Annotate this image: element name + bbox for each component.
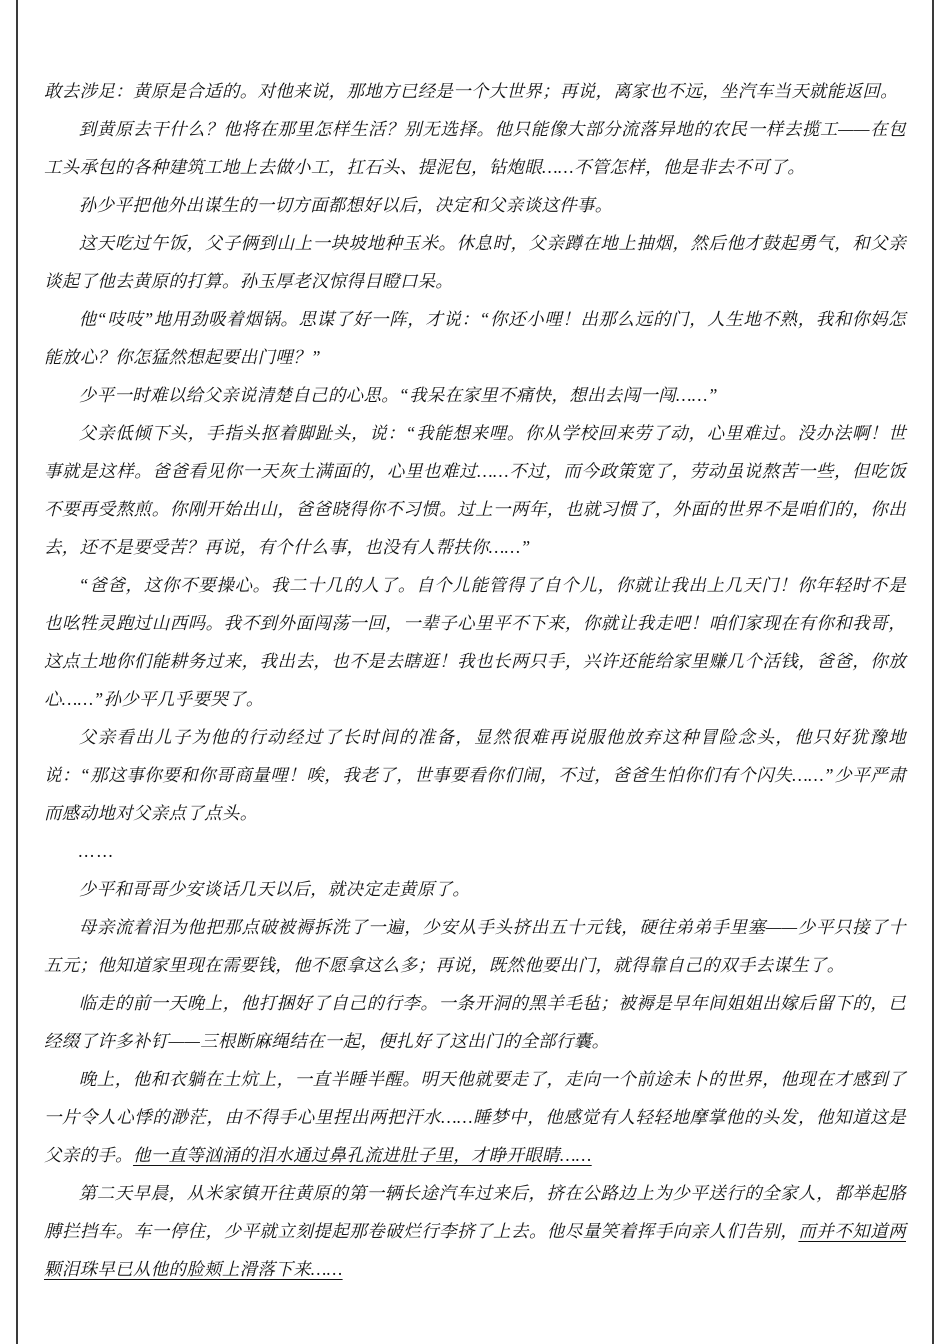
- paragraph: 少平和哥哥少安谈话几天以后，就决定走黄原了。: [78, 879, 471, 899]
- paragraph: “爸爸，这你不要操心。我二十几的人了。自个儿能管得了自个儿，你就让我出上几天门！你年轻时不是也吆牲灵跑过山西吗。我不到外面闯荡一回，一辈子心里平不下来，你就让我走吧！咱们家现在有你和我哥，这点土地你们能耕务过来，我出去，也不是去瞎逛！我也长两只手，兴许还能给家里赚几个活钱，爸爸，你放心……”孙少平几乎要哭了。: [44, 575, 906, 709]
- paragraph: 到黄原去干什么？他将在那里怎样生活？别无选择。他只能像大部分流落异地的农民一样去揽工——在包工头承包的各种建筑工地上去做小工，扛石头、提泥包，钻炮眼……不管怎样，他是非去不可了。: [44, 119, 906, 177]
- paragraph: 他“吱吱”地用劲吸着烟锅。思谋了好一阵，才说：“你还小哩！出那么远的门，人生地不熟，我和你妈怎能放心？你怎猛然想起要出门哩？”: [44, 309, 906, 367]
- paragraph-text: 晚上，他和衣躺在土炕上，一直半睡半醒。明天他就要走了，走向一个前途未卜的世界，他现在才感到了一片令人心悸的渺茫，由不得手心里捏出两把汗水……睡梦中，他感觉有人轻轻地摩掌他的头发，他知道这是父亲的手。: [44, 1069, 906, 1165]
- underlined-sentence: 而并不知道两颗泪珠早已从他的脸颊上滑落下来……: [44, 1221, 906, 1279]
- paragraph: 父亲看出儿子为他的行动经过了长时间的准备，显然很难再说服他放弃这种冒险念头，他只好犹豫地说：“那这事你要和你哥商量哩！唉，我老了，世事要看你们闹，不过，爸爸生怕你们有个闪失……”少平严肃而感动地对父亲点了点头。: [44, 727, 906, 823]
- paragraph: 这天吃过午饭，父子俩到山上一块坡地种玉米。休息时，父亲蹲在地上抽烟，然后他才鼓起勇气，和父亲谈起了他去黄原的打算。孙玉厚老汉惊得目瞪口呆。: [44, 233, 906, 291]
- paragraph: 敢去涉足：黄原是合适的。对他来说，那地方已经是一个大世界；再说，离家也不远，坐汽车当天就能返回。: [44, 81, 898, 101]
- paragraph: 临走的前一天晚上，他打捆好了自己的行李。一条开洞的黑羊毛毡；被褥是早年间姐姐出嫁后留下的，已经缀了许多补钉——三根断麻绳结在一起，便扎好了这出门的全部行囊。: [44, 993, 906, 1051]
- paragraph: 少平一时难以给父亲说清楚自己的心思。“我呆在家里不痛快，想出去闯一闯……”: [78, 385, 718, 405]
- paragraph-text: 第二天早晨，从米家镇开往黄原的第一辆长途汽车过来后，挤在公路边上为少平送行的全家人，都举起胳膊拦挡车。车一停住，少平就立刻提起那卷破烂行李挤了上去。他尽量笑着挥手向亲人们告别，: [44, 1183, 906, 1241]
- paragraph: 孙少平把他外出谋生的一切方面都想好以后，决定和父亲谈这件事。: [78, 195, 613, 215]
- page-right-rule: [932, 0, 934, 1344]
- paragraph: 父亲低倾下头，手指头抠着脚趾头，说：“我能想来哩。你从学校回来劳了动，心里难过。没办法啊！世事就是这样。爸爸看见你一天灰土满面的，心里也难过……不过，而今政策宽了，劳动虽说熬苦一些，但吃饭不要再受熬煎。你刚开始出山，爸爸晓得你不习惯。过上一两年，也就习惯了，外面的世界不是咱们的，你出去，还不是要受苦？再说，有个什么事，也没有人帮扶你……”: [44, 423, 906, 557]
- paragraph: 母亲流着泪为他把那点破被褥拆洗了一遍，少安从手头挤出五十元钱，硬往弟弟手里塞——少平只接了十五元；他知道家里现在需要钱，他不愿拿这么多；再说，既然他要出门，就得靠自己的双手去谋生了。: [44, 917, 906, 975]
- paragraph-with-underline: [44, 1174, 906, 1288]
- paragraph-with-underline: [44, 1060, 906, 1174]
- page-left-rule: [16, 0, 18, 1344]
- underlined-sentence: 他一直等汹涌的泪水通过鼻孔流进肚子里，才睁开眼睛……: [132, 1145, 592, 1165]
- paragraph-ellipsis: ……: [78, 841, 116, 861]
- document-body: [44, 72, 906, 1288]
